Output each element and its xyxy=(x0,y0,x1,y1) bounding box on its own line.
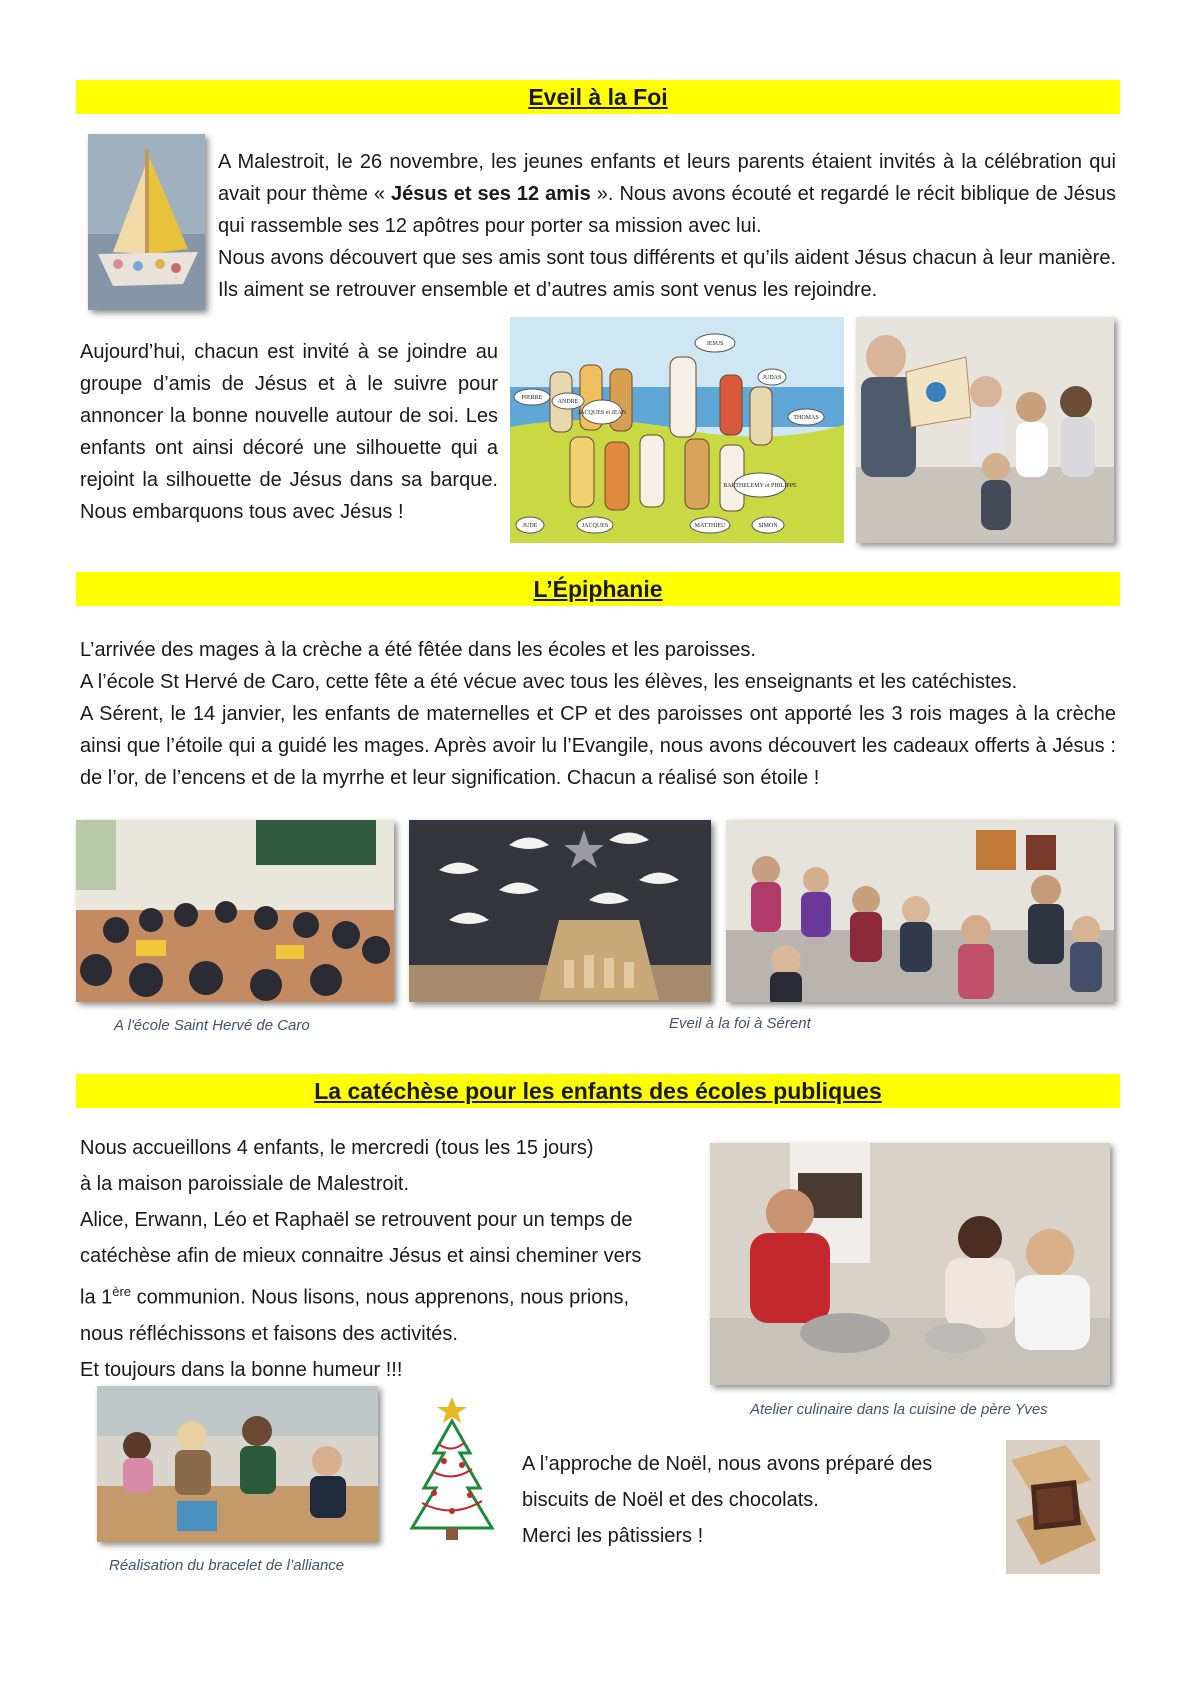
noel-line-1: A l’approche de Noël, nous avons préparé des xyxy=(522,1453,933,1475)
section-title-eveil: Eveil à la Foi xyxy=(528,84,668,110)
apostle-label: JACQUES et JEAN xyxy=(577,410,627,416)
eveil-paragraph-3: Aujourd’hui, chacun est invité à se joindre au groupe d’amis de Jésus et à le suivre pour annoncer la bonne nouvelle autour de soi. Les enfants ont ainsi décoré une silhouette qui a rejoint la silhouette de Jésus dans sa barque. Nous embarquons tous avec Jésus ! xyxy=(80,341,498,523)
section-banner-epiphanie xyxy=(76,572,1120,606)
caption-caro: A l'école Saint Hervé de Caro xyxy=(114,1017,310,1034)
catechese-line-7: Et toujours dans la bonne humeur !!! xyxy=(80,1358,403,1381)
eveil-paragraph-2: Nous avons découvert que ses amis sont tous différents et qu’ils aident Jésus chacun à leur manière. Ils aiment se retrouver ensemble et d’autres amis sont venus les rejoindre. xyxy=(218,247,1116,301)
epiphanie-line-1: L’arrivée des mages à la crèche a été fêtée dans les écoles et les paroisses. xyxy=(80,639,756,661)
catechese-text xyxy=(80,1130,700,1388)
photo-boat-craft xyxy=(88,134,205,310)
photo-serent-gathering xyxy=(726,820,1114,1002)
epiphanie-line-2: A l’école St Hervé de Caro, cette fête a été vécue avec tous les élèves, les enseignants et les catéchistes. xyxy=(80,671,1018,693)
apostle-label: JESUS xyxy=(706,341,724,347)
apostle-label: PIERRE xyxy=(521,395,543,401)
catechese-line-3: Alice, Erwann, Léo et Raphaël se retrouvent pour un temps de xyxy=(80,1209,633,1231)
caption-serent: Eveil à la foi à Sérent xyxy=(669,1015,811,1032)
eveil-paragraph-1: A Malestroit, le 26 novembre, les jeunes enfants et leurs parents étaient invités à la célébration qui avait pour thème « Jésus et ses 12 amis ». Nous avons écouté et regardé le récit biblique de Jésus qui rassemble ses 12 apôtres pour porter sa mission avec lui. xyxy=(218,151,1117,237)
photo-storytime xyxy=(856,317,1114,543)
photo-caro-classroom xyxy=(76,820,394,1002)
apostle-label: JACQUES xyxy=(581,523,609,529)
catechese-line-2: à la maison paroissiale de Malestroit. xyxy=(80,1173,410,1195)
christmas-tree-icon xyxy=(404,1393,500,1545)
noel-line-2: biscuits de Noël et des chocolats. xyxy=(522,1489,819,1511)
noel-line-3: Merci les pâtissiers ! xyxy=(522,1525,704,1547)
catechese-line-5: la 1ère communion. Nous lisons, nous apprenons, nous prions, xyxy=(80,1284,630,1309)
apostle-label: JUDE xyxy=(522,523,538,529)
section-banner-catechese xyxy=(76,1074,1120,1108)
photo-kitchen-workshop xyxy=(710,1143,1110,1385)
section-title-epiphanie: L’Épiphanie xyxy=(533,576,663,602)
epiphanie-line-3: A Sérent, le 14 janvier, les enfants de maternelles et CP et des paroisses ont apporté les 3 rois mages à la crèche ainsi que l’étoile qui a guidé les mages. Après avoir lu l’Evangile, nous avons découvert les cadeaux offerts à Jésus : de l’or, de l’encens et de la myrrhe et leur signification. Chacun a réalisé son étoile ! xyxy=(80,703,1116,789)
caption-bracelet: Réalisation du bracelet de l’alliance xyxy=(109,1557,345,1574)
section-title-catechese: La catéchèse pour les enfants des écoles publiques xyxy=(314,1078,882,1104)
apostle-label: THOMAS xyxy=(793,415,819,421)
catechese-line-1: Nous accueillons 4 enfants, le mercredi (tous les 15 jours) xyxy=(80,1137,594,1159)
photo-chocolate-biscuits xyxy=(1006,1440,1100,1574)
photo-bracelet-activity xyxy=(97,1386,378,1542)
theme-bold: Jésus et ses 12 amis xyxy=(391,183,591,205)
apostle-label: BARTHELEMY et PHILIPPE xyxy=(723,483,797,489)
apostle-label: SIMON xyxy=(758,523,778,529)
apostle-label: ANDRE xyxy=(557,399,579,405)
apostle-label: JUDAS xyxy=(762,375,782,381)
catechese-line-4: catéchèse afin de mieux connaitre Jésus et ainsi cheminer vers xyxy=(80,1245,642,1267)
caption-kitchen: Atelier culinaire dans la cuisine de père Yves xyxy=(750,1401,1048,1418)
apostles-illustration xyxy=(510,317,844,543)
noel-text xyxy=(522,1446,1002,1554)
catechese-line-6: nous réfléchissons et faisons des activités. xyxy=(80,1322,458,1345)
section-banner-eveil xyxy=(76,80,1120,114)
apostle-label: MATTHIEU xyxy=(694,523,726,529)
photo-nativity-scene xyxy=(409,820,711,1002)
